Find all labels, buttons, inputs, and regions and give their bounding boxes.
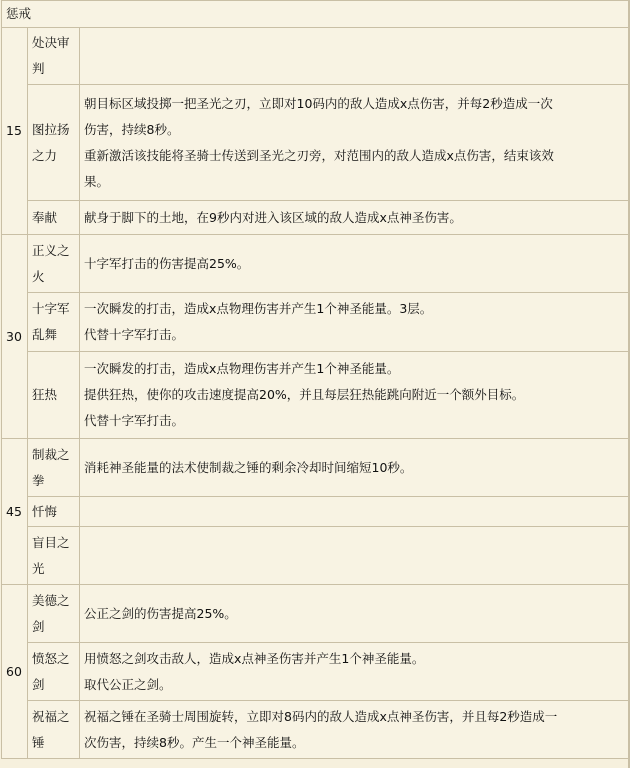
table-row — [2, 701, 629, 759]
spec-title: 惩戒 — [2, 1, 629, 28]
talent-description — [80, 28, 629, 85]
talent-name: 愤怒之 剑 — [28, 643, 80, 701]
table-row — [2, 85, 629, 201]
talent-name: 盲目之 光 — [28, 527, 80, 585]
table-row — [2, 28, 629, 85]
table-row — [2, 293, 629, 352]
talent-description: 一次瞬发的打击，造成x点物理伤害并产生1个神圣能量。3层。 代替十字军打击。 — [80, 293, 629, 352]
talent-description: 公正之剑的伤害提高25%。 — [80, 585, 629, 643]
table-row — [2, 527, 629, 585]
talent-name: 忏悔 — [28, 497, 80, 527]
table-row — [2, 643, 629, 701]
talent-description — [80, 527, 629, 585]
talent-name: 制裁之 拳 — [28, 439, 80, 497]
table-row — [2, 497, 629, 527]
talent-description: 用愤怒之剑攻击敌人，造成x点神圣伤害并产生1个神圣能量。 取代公正之剑。 — [80, 643, 629, 701]
table-row — [2, 585, 629, 643]
tier-level: 45 — [2, 439, 28, 585]
talent-description: 祝福之锤在圣骑士周围旋转，立即对8码内的敌人造成x点神圣伤害，并且每2秒造成一 次伤害，持续8秒。产生一个神圣能量。 — [80, 701, 629, 759]
tier-level: 30 — [2, 235, 28, 439]
table-header-row — [2, 1, 629, 28]
talent-description: 献身于脚下的土地，在9秒内对进入该区域的敌人造成x点神圣伤害。 — [80, 201, 629, 235]
talent-name: 狂热 — [28, 352, 80, 439]
talent-description — [80, 497, 629, 527]
talent-name: 处决审 判 — [28, 28, 80, 85]
talent-name: 十字军 乱舞 — [28, 293, 80, 352]
talent-name: 图拉扬 之力 — [28, 85, 80, 201]
tier-level: 15 — [2, 28, 28, 235]
talent-name: 奉献 — [28, 201, 80, 235]
talent-name: 祝福之 锤 — [28, 701, 80, 759]
talent-name: 正义之 火 — [28, 235, 80, 293]
table-row — [2, 235, 629, 293]
talent-description: 十字军打击的伤害提高25%。 — [80, 235, 629, 293]
talent-description: 一次瞬发的打击，造成x点物理伤害并产生1个神圣能量。 提供狂热，使你的攻击速度提高20%，并且每层狂热能跳向附近一个额外目标。 代替十字军打击。 — [80, 352, 629, 439]
tier-level: 60 — [2, 585, 28, 759]
talent-description: 朝目标区域投掷一把圣光之刃，立即对10码内的敌人造成x点伤害，并每2秒造成一次 伤害，持续8秒。 重新激活该技能将圣骑士传送到圣光之刃旁，对范围内的敌人造成x点伤害，结束该效 果。 — [80, 85, 629, 201]
table-row — [2, 352, 629, 439]
talent-name: 美德之 剑 — [28, 585, 80, 643]
table-row — [2, 439, 629, 497]
table-row — [2, 201, 629, 235]
talent-description: 消耗神圣能量的法术使制裁之锤的剩余冷却时间缩短10秒。 — [80, 439, 629, 497]
talent-table — [1, 0, 629, 759]
